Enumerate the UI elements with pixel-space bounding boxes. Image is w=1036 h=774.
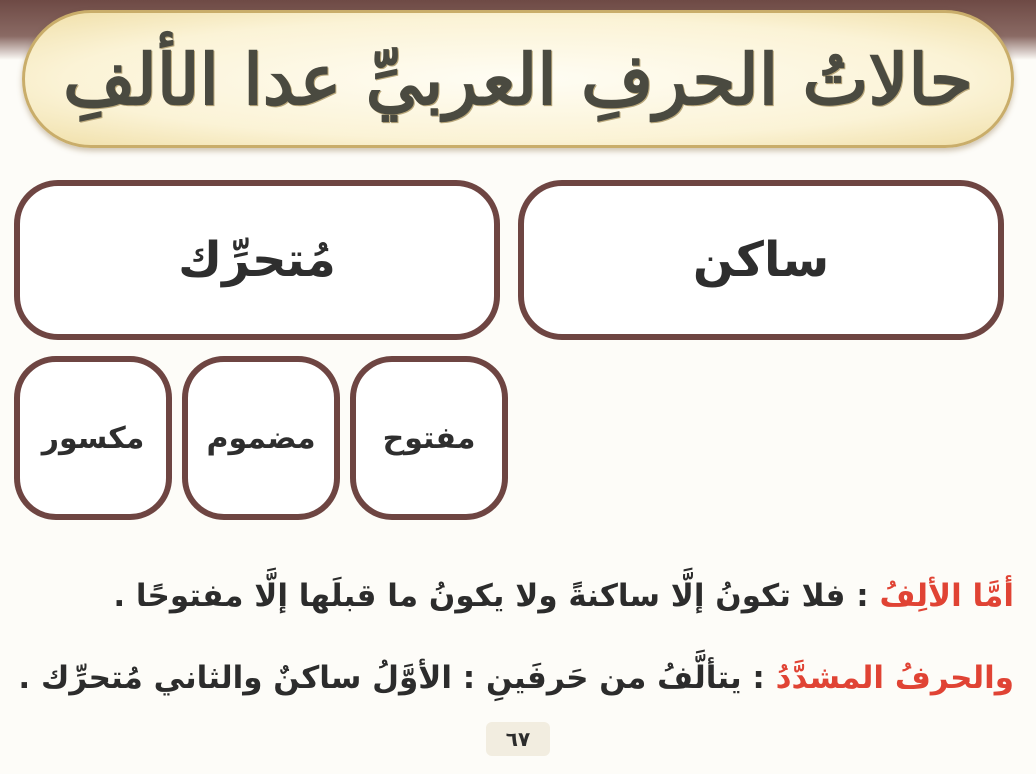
shadda-note [18, 660, 1014, 696]
sakin-box [518, 180, 1004, 340]
maksur-label: مكسور [41, 420, 145, 456]
mutaharrik-box [14, 180, 500, 340]
page-title: حالاتُ الحرفِ العربيِّ عدا الألفِ [63, 37, 973, 121]
madmum-label: مضموم [206, 420, 316, 456]
maftuh-label: مفتوح [382, 420, 476, 456]
mutaharrik-label: مُتحرِّك [178, 232, 336, 288]
alif-note-separator: : [845, 578, 880, 614]
sakin-label: ساكن [692, 232, 830, 288]
shadda-note-term: والحرفُ المشدَّدُ [775, 660, 1014, 696]
alif-note-text: فلا تكونُ إلَّا ساكنةً ولا يكونُ ما قبلَها إلَّا مفتوحًا . [113, 578, 846, 614]
title-banner [22, 10, 1014, 148]
maftuh-box [350, 356, 508, 520]
shadda-note-separator: : [741, 660, 776, 696]
alif-note-term: أمَّا الألِفُ [879, 578, 1014, 614]
shadda-note-text: يتألَّفُ من حَرفَينِ : الأوَّلُ ساكنٌ والثاني مُتحرِّك . [18, 660, 742, 696]
maksur-box [14, 356, 172, 520]
madmum-box [182, 356, 340, 520]
page-number: ٦٧ [486, 722, 550, 756]
alif-note [113, 578, 1014, 614]
